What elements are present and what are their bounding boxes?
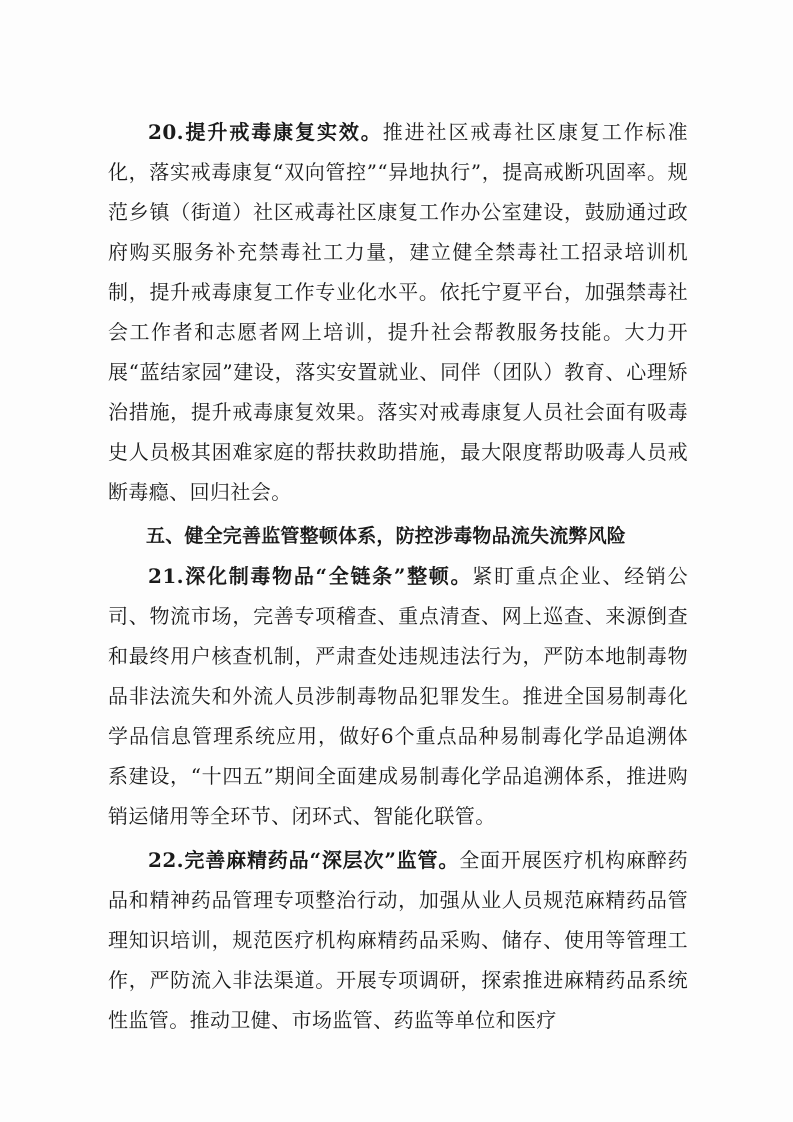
paragraph-lead: 20.提升戒毒康复实效。 <box>148 120 383 144</box>
paragraph-text: 推进社区戒毒社区康复工作标准化，落实戒毒康复“双向管控”“异地执行”，提高戒断巩固率。规范乡镇（街道）社区戒毒社区康复工作办公室建设，鼓励通过政府购买服务补充禁毒社工力量，建立健全禁毒社工招录培训机制，提升戒毒康复工作专业化水平。依托宁夏平台，加强禁毒社会工作者和志愿者网上培训，提升社会帮教服务技能。大力开展“蓝结家园”建设，落实安置就业、同伴（团队）教育、心理矫治措施，提升戒毒康复效果。落实对戒毒康复人员社会面有吸毒史人员极其困难家庭的帮扶救助措施，最大限度帮助吸毒人员戒断毒瘾、回归社会。 <box>108 120 688 504</box>
document-body <box>108 112 688 1040</box>
paragraph-item-22 <box>108 840 688 1040</box>
paragraph-item-20 <box>108 112 688 512</box>
paragraph-lead: 21.深化制毒物品“全链条”整顿。 <box>148 564 473 588</box>
section-heading: 五、健全完善监管整顿体系，防控涉毒物品流失流弊风险 <box>146 525 627 547</box>
paragraph-item-21 <box>108 556 688 836</box>
paragraph-lead: 22.完善麻精药品“深层次”监管。 <box>148 848 460 872</box>
paragraph-text: 全面开展医疗机构麻醉药品和精神药品管理专项整治行动，加强从业人员规范麻精药品管理知识培训，规范医疗机构麻精药品采购、储存、使用等管理工作，严防流入非法渠道。开展专项调研，探索推进麻精药品系统性监管。推动卫健、市场监管、药监等单位和医疗 <box>108 848 688 1032</box>
paragraph-text: 紧盯重点企业、经销公司、物流市场，完善专项稽查、重点清查、网上巡查、来源倒查和最终用户核查机制，严肃查处违规违法行为，严防本地制毒物品非法流失和外流人员涉制毒物品犯罪发生。推进全国易制毒化学品信息管理系统应用，做好6个重点品种易制毒化学品追溯体系建设，“十四五”期间全面建成易制毒化学品追溯体系，推进购销运储用等全环节、闭环式、智能化联管。 <box>108 564 689 828</box>
